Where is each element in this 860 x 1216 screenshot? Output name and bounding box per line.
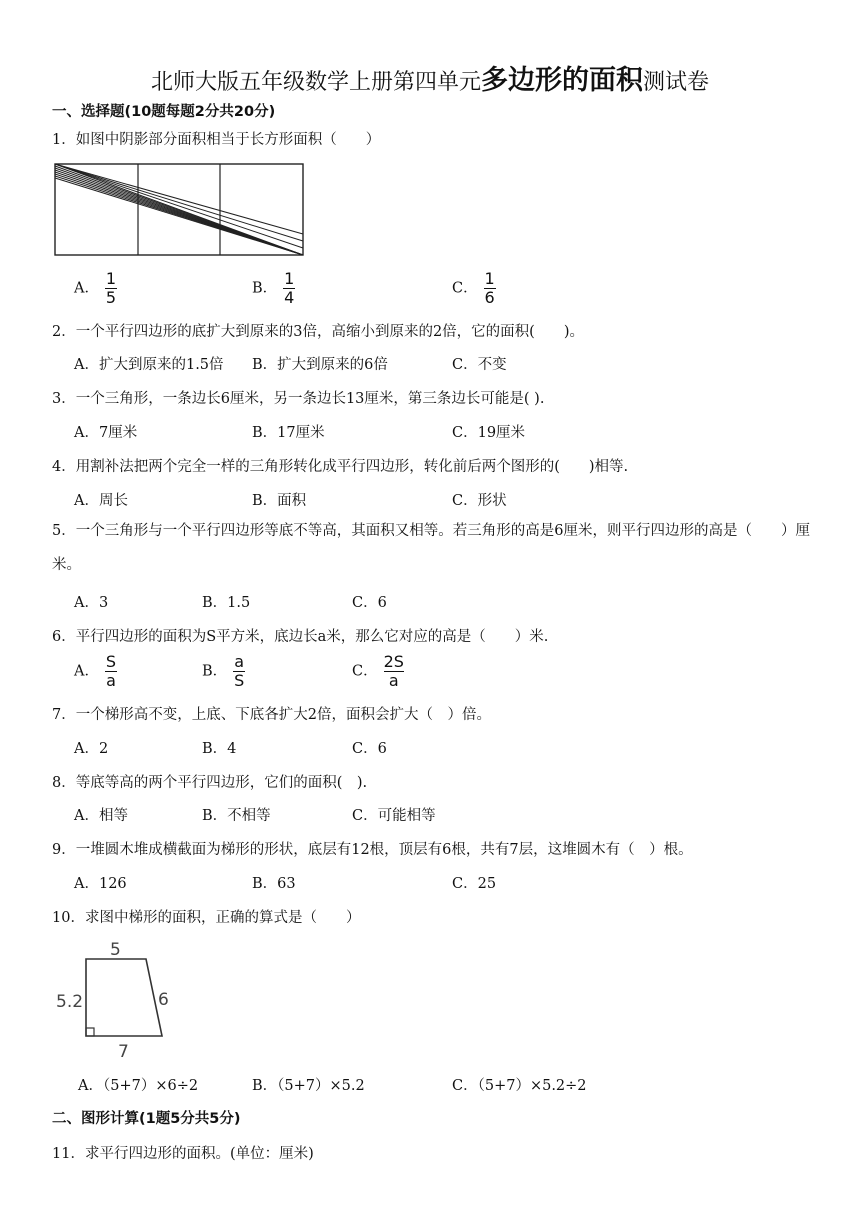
q7-option-a[interactable]: A．2 xyxy=(74,741,109,757)
q3-option-b[interactable]: B．17厘米 xyxy=(252,425,325,441)
q3-option-c[interactable]: C．19厘米 xyxy=(452,425,526,441)
question-10: 10．求图中梯形的面积，正确的算式是（ ） xyxy=(52,910,361,926)
q1-option-c[interactable]: C． $\frac{1}{6}$ xyxy=(452,269,495,307)
q7-option-b[interactable]: B．4 xyxy=(202,741,237,757)
q10-option-a[interactable]: A．（5+7）×6÷2 xyxy=(78,1078,199,1094)
q2-option-a[interactable]: A．扩大到原来的1.5倍 xyxy=(74,357,224,373)
q10-trapezoid-figure xyxy=(52,935,192,1065)
q4-option-c[interactable]: C．形状 xyxy=(452,493,507,509)
q3-option-a[interactable]: A．7厘米 xyxy=(74,425,138,441)
trapezoid-right-label: 6 xyxy=(158,990,169,1010)
q7-option-c[interactable]: C．6 xyxy=(352,741,387,757)
q8-option-a[interactable]: A．相等 xyxy=(74,808,128,824)
q4-option-b[interactable]: B．面积 xyxy=(252,493,307,509)
section-heading-calc: 二、图形计算(1题5分共5分) xyxy=(52,1111,241,1127)
page-title xyxy=(0,58,860,97)
section-heading-choice: 一、选择题(10题每题2分共20分) xyxy=(52,104,276,120)
q6-option-c[interactable]: C． $\frac{2S}{a}$ xyxy=(352,652,404,690)
q5-option-b[interactable]: B．1.5 xyxy=(202,595,251,611)
title-part1: 北师大版五年级数学上册第四单元 xyxy=(150,70,481,95)
q4-option-a[interactable]: A．周长 xyxy=(74,493,128,509)
trapezoid-top-label: 5 xyxy=(110,940,121,960)
q5-option-a[interactable]: A．3 xyxy=(74,595,109,611)
q8-option-c[interactable]: C．可能相等 xyxy=(352,808,436,824)
question-4: 4．用割补法把两个完全一样的三角形转化成平行四边形，转化前后两个图形的( )相等. xyxy=(52,459,629,475)
title-part2: 多边形的面积 xyxy=(481,65,643,96)
question-6: 6．平行四边形的面积为S平方米，底边长a米，那么它对应的高是（ ）米. xyxy=(52,629,549,645)
trapezoid-bottom-label: 7 xyxy=(118,1042,129,1062)
q2-option-c[interactable]: C．不变 xyxy=(452,357,507,373)
q1-option-a[interactable]: A． $\frac{1}{5}$ xyxy=(74,269,117,307)
q6-option-b[interactable]: B． $\frac{a}{S}$ xyxy=(202,652,245,690)
q2-option-b[interactable]: B．扩大到原来的6倍 xyxy=(252,357,388,373)
trapezoid-shape xyxy=(86,959,162,1036)
right-angle-marker xyxy=(86,1028,94,1036)
q9-option-c[interactable]: C．25 xyxy=(452,876,497,892)
shaded-lines xyxy=(55,164,303,255)
q6-option-a[interactable]: A． $\frac{S}{a}$ xyxy=(74,652,117,690)
q9-option-a[interactable]: A．126 xyxy=(74,876,127,892)
q10-option-c[interactable]: C．（5+7）×5.2÷2 xyxy=(452,1078,587,1094)
q8-option-b[interactable]: B．不相等 xyxy=(202,808,271,824)
q10-option-b[interactable]: B．（5+7）×5.2 xyxy=(252,1078,365,1094)
title-part3: 测试卷 xyxy=(643,70,710,95)
trapezoid-left-label: 5.2 xyxy=(56,992,84,1012)
q1-figure xyxy=(54,162,306,258)
question-1: 1．如图中阴影部分面积相当于长方形面积（ ） xyxy=(52,132,381,148)
question-9: 9．一堆圆木堆成横截面为梯形的形状，底层有12根，顶层有6根，共有7层，这堆圆木有（ ）根。 xyxy=(52,842,693,858)
q5-option-c[interactable]: C．6 xyxy=(352,595,387,611)
question-7: 7．一个梯形高不变，上底、下底各扩大2倍，面积会扩大（ ）倍。 xyxy=(52,707,491,723)
q1-option-b[interactable]: B． $\frac{1}{4}$ xyxy=(252,269,295,307)
q9-option-b[interactable]: B．63 xyxy=(252,876,296,892)
question-8: 8．等底等高的两个平行四边形，它们的面积( ). xyxy=(52,775,368,791)
question-2: 2．一个平行四边形的底扩大到原来的3倍，高缩小到原来的2倍，它的面积( )。 xyxy=(52,324,584,340)
question-3: 3．一个三角形，一条边长6厘米，另一条边长13厘米，第三条边长可能是( ). xyxy=(52,391,545,407)
question-11: 11．求平行四边形的面积。(单位：厘米) xyxy=(52,1146,314,1162)
question-5: 5．一个三角形与一个平行四边形等底不等高，其面积又相等。若三角形的高是6厘米，则平行四边形的高是（ ）厘米。 xyxy=(52,523,810,573)
